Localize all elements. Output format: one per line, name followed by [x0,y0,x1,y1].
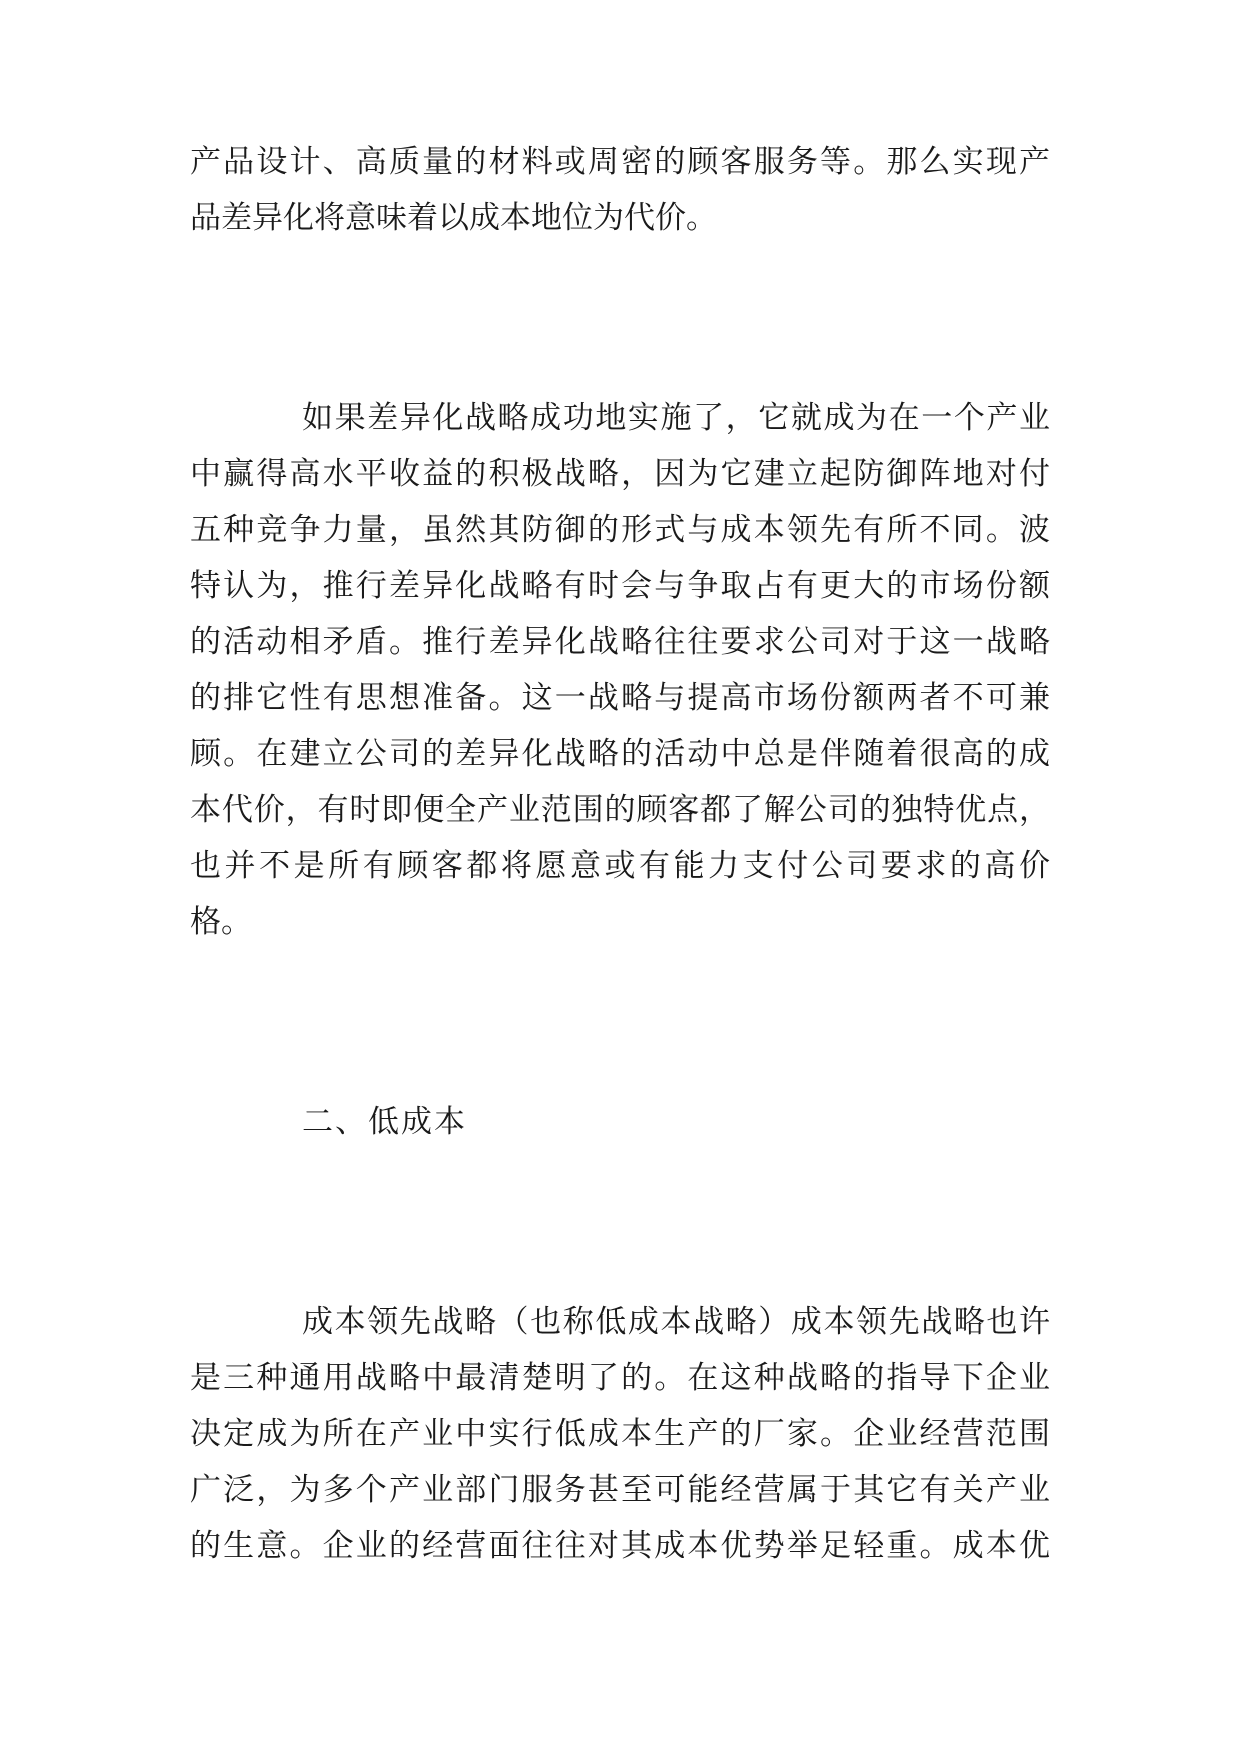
text-line: 的生意。企业的经营面往往对其成本优势举足轻重。成本优 [190,1528,1050,1564]
paragraph-first-line: 成本领先战略（也称低成本战略）成本领先战略也许 [302,1304,1050,1340]
text-line: 格。 [190,904,252,940]
text-line: 产品设计、高质量的材料或周密的顾客服务等。那么实现产 [190,144,1050,180]
text-line: 广泛，为多个产业部门服务甚至可能经营属于其它有关产业 [190,1472,1050,1508]
text-line: 中赢得高水平收益的积极战略，因为它建立起防御阵地对付 [190,456,1050,492]
text-line: 顾。在建立公司的差异化战略的活动中总是伴随着很高的成 [190,736,1050,772]
paragraph-first-line: 如果差异化战略成功地实施了，它就成为在一个产业 [302,400,1050,436]
text-line: 的活动相矛盾。推行差异化战略往往要求公司对于这一战略 [190,624,1050,660]
text-line: 本代价，有时即便全产业范围的顾客都了解公司的独特优点， [190,792,1050,828]
text-line: 特认为，推行差异化战略有时会与争取占有更大的市场份额 [190,568,1050,604]
text-line: 是三种通用战略中最清楚明了的。在这种战略的指导下企业 [190,1360,1050,1396]
text-line: 决定成为所在产业中实行低成本生产的厂家。企业经营范围 [190,1416,1050,1452]
text-line: 也并不是所有顾客都将愿意或有能力支付公司要求的高价 [190,848,1050,884]
section-heading: 二、低成本 [302,1104,467,1140]
text-line: 五种竞争力量，虽然其防御的形式与成本领先有所不同。波 [190,512,1050,548]
text-line: 品差异化将意味着以成本地位为代价。 [190,200,717,236]
text-line: 的排它性有思想准备。这一战略与提高市场份额两者不可兼 [190,680,1050,716]
